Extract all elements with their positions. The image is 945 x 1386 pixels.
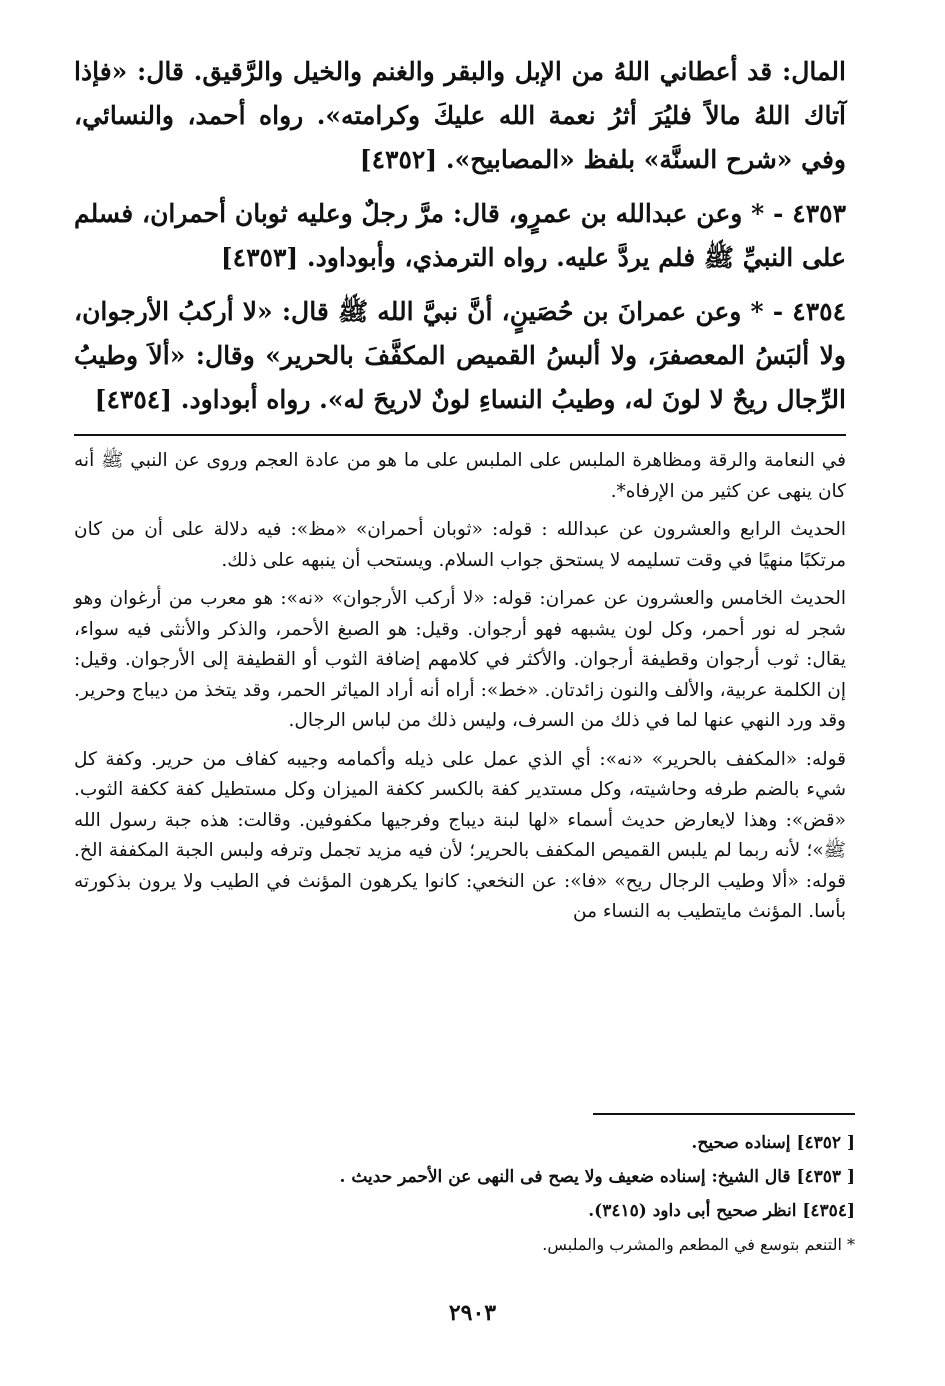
hadith-text [74,50,846,422]
footnotes [295,1126,855,1262]
footnote: [٤٣٥٤] انظر صحيح أبى داود (٣٤١٥). [588,1201,855,1221]
hadith-paragraph: ٤٣٥٣ - * وعن عبدالله بن عمرٍو، قال: مرَّ رجلٌ وعليه ثوبان أحمران، فسلم على النبيِّ ﷺ فلم يردَّ عليه. رواه الترمذي، وأبوداود. [٤٣٥٣] [74,199,846,272]
footnote: * التنعم بتوسع في المطعم والمشرب والملبس. [542,1235,855,1254]
commentary-paragraph: الحديث الخامس والعشرون عن عمران: قوله: «لا أركب الأرجوان» «نه»: هو معرب من أرغوان وهو شجر له نور أحمر، وكل لون يشبهه فهو أرجوان. وقيل: هو الصبغ الأحمر، والذكر والأنثى فيه سواء، يقال: ثوب أرجوان وقطيفة أرجوان. والأكثر في كلامهم إضافة الثوب أو القطيفة إلى الأرجوان. وقيل: إن الكلمة عربية، والألف والنون زائدتان. «خط»: أراه أنه أراد المياثر الحمر، وقد يتخذ من ديباج وحرير. وقد ورد النهي عنها لما في ذلك من السرف، وليس ذلك من لباس الرجال. [74,588,846,731]
commentary-paragraph: قوله: «المكفف بالحرير» «نه»: أي الذي عمل على ذيله وأكمامه وجيبه كفاف من حرير. وكفة كل شيء بالضم طرفه وحاشيته، وكل مستدير كفة بالكسر ككفة الميزان وكل مستطيل كفة ككفة الثوب. «قض»: وهذا لايعارض حديث أسماء «لها لبنة ديباج وفرجيها مكفوفين. وقالت: هذه جبة رسول الله ﷺ»؛ لأنه ربما لم يلبس القميص المكفف بالحرير؛ لأن فيه مزيد تجمل وترفه ولبس الجبة المكففة الخ. قوله: «ألا وطيب الرجال ريح» «فا»: عن النخعي: كانوا يكرهون المؤنث في الطيب ولا يرون بذكورته بأسا. المؤنث مايتطيب به النساء من [74,748,846,922]
commentary-paragraph: في النعامة والرقة ومظاهرة الملبس على الملبس على ما هو من عادة العجم وروى عن النبي ﷺ أنه كان ينهى عن كثير من الإرفاه*. [74,450,846,502]
hadith-paragraph: المال: قد أعطاني اللهُ من الإبل والبقر والغنم والخيل والرَّقيق. قال: «فإذا آتاك اللهُ مالاً فليُرَ أثرُ نعمة الله عليكَ وكرامته». رواه أحمد، والنسائي، وفي «شرح السنَّة» بلفظ «المصابيح». [٤٣٥٢] [74,57,847,174]
section-divider [74,434,846,436]
page-number: ٢٩٠٣ [448,1300,497,1326]
hadith-paragraph: ٤٣٥٤ - * وعن عمرانَ بن حُصَينٍ، أنَّ نبيَّ الله ﷺ قال: «لا أركبُ الأرجوان، ولا ألبَسُ المعصفرَ، ولا ألبسُ القميص المكفَّفَ بالحرير» وقال: «ألاَ وطيبُ الرِّجال ريحٌ لا لونَ له، وطيبُ النساءِ لونٌ لاريحَ له». رواه أبوداود. [٤٣٥٤] [74,297,846,414]
footnote: [ ٤٣٥٢] إسناده صحيح. [691,1133,855,1153]
footnote-divider [593,1113,855,1115]
page-body [74,50,846,936]
commentary [74,446,846,928]
footnote: [ ٤٣٥٣] قال الشيخ: إسناده ضعيف ولا يصح فى النهى عن الأحمر حديث . [339,1167,855,1187]
commentary-paragraph: الحديث الرابع والعشرون عن عبدالله : قوله: «ثوبان أحمران» «مظ»: فيه دلالة على أن من كان مرتكبًا منهيًا في وقت تسليمه لا يستحق جواب السلام. ويستحب أن ينبهه على ذلك. [74,519,846,571]
